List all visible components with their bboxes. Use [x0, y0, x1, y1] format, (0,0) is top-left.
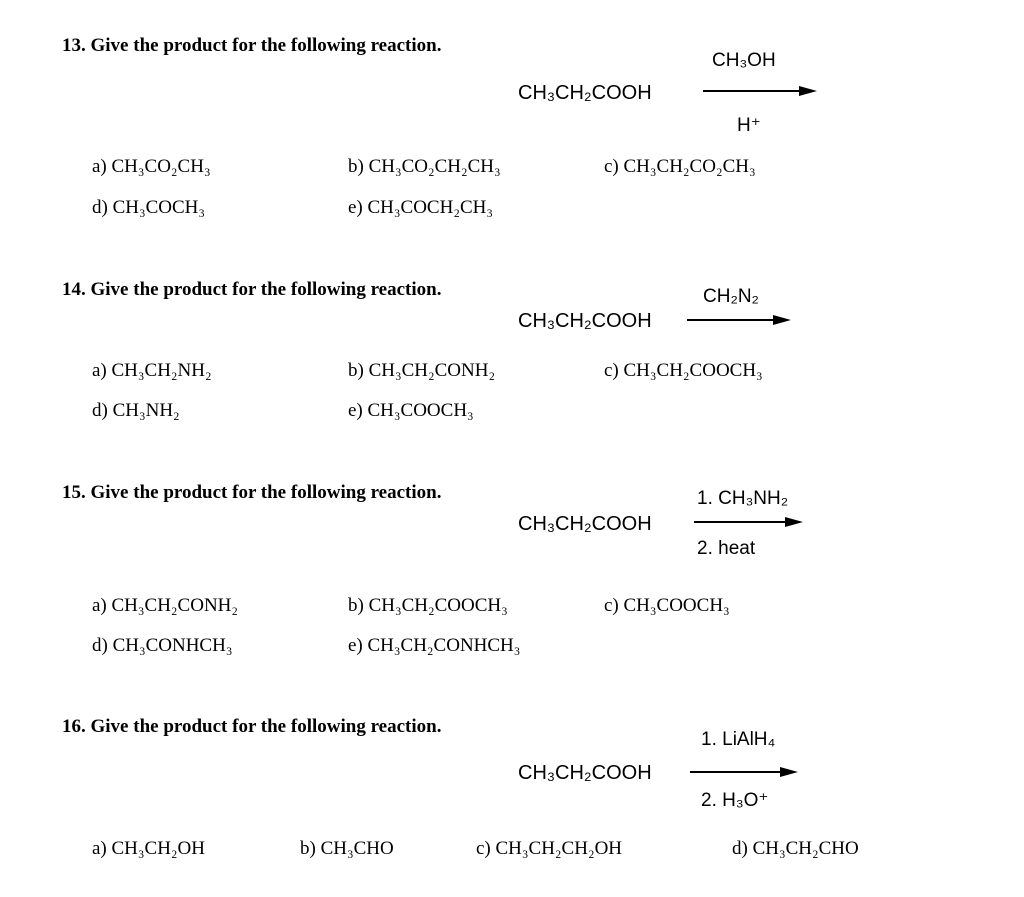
- q15-reactant: CH₃CH₂COOH: [518, 513, 652, 535]
- q13-option-d[interactable]: d) CH₃COCH₃: [92, 197, 206, 218]
- q14-option-c[interactable]: c) CH₃CH₂COOCH₃: [604, 360, 763, 381]
- q14-reaction-arrow: [687, 315, 791, 325]
- question-13-title: 13. Give the product for the following reaction.: [62, 35, 442, 56]
- q14-reactant: CH₃CH₂COOH: [518, 310, 652, 332]
- q13-reagent-bottom: H⁺: [737, 115, 761, 136]
- question-16-title: 16. Give the product for the following reaction.: [62, 716, 442, 737]
- q15-option-a[interactable]: a) CH₃CH₂CONH₂: [92, 595, 239, 616]
- q16-option-d[interactable]: d) CH₃CH₂CHO: [732, 838, 859, 859]
- q15-reagent-bottom: 2. heat: [697, 538, 756, 559]
- q14-reagent-top: CH₂N₂: [703, 286, 759, 307]
- q15-option-e[interactable]: e) CH₃CH₂CONHCH₃: [348, 635, 521, 656]
- q15-reagent-top: 1. CH₃NH₂: [697, 488, 789, 509]
- q16-option-a[interactable]: a) CH₃CH₂OH: [92, 838, 205, 859]
- q16-option-c[interactable]: c) CH₃CH₂CH₂OH: [476, 838, 623, 859]
- q15-option-b[interactable]: b) CH₃CH₂COOCH₃: [348, 595, 508, 616]
- q14-option-d[interactable]: d) CH₃NH₂: [92, 400, 180, 421]
- q16-reagent-top: 1. LiAlH₄: [701, 729, 776, 750]
- q14-option-b[interactable]: b) CH₃CH₂CONH₂: [348, 360, 496, 381]
- q16-reactant: CH₃CH₂COOH: [518, 762, 652, 784]
- q13-reagent-top: CH₃OH: [712, 50, 776, 71]
- question-15-title: 15. Give the product for the following reaction.: [62, 482, 442, 503]
- q16-option-b[interactable]: b) CH₃CHO: [300, 838, 394, 859]
- q15-option-d[interactable]: d) CH₃CONHCH₃: [92, 635, 233, 656]
- q15-option-c[interactable]: c) CH₃COOCH₃: [604, 595, 730, 616]
- q15-reaction-arrow: [694, 517, 803, 527]
- q13-reaction-arrow: [703, 86, 817, 96]
- q13-reactant: CH₃CH₂COOH: [518, 82, 652, 104]
- q13-option-b[interactable]: b) CH₃CO₂CH₂CH₃: [348, 156, 501, 177]
- q14-option-a[interactable]: a) CH₃CH₂NH₂: [92, 360, 212, 381]
- q16-reaction-arrow: [690, 767, 798, 777]
- q16-reagent-bottom: 2. H₃O⁺: [701, 790, 769, 811]
- q13-option-e[interactable]: e) CH₃COCH₂CH₃: [348, 197, 493, 218]
- q14-option-e[interactable]: e) CH₃COOCH₃: [348, 400, 474, 421]
- q13-option-a[interactable]: a) CH₃CO₂CH₃: [92, 156, 211, 177]
- q13-option-c[interactable]: c) CH₃CH₂CO₂CH₃: [604, 156, 756, 177]
- question-14-title: 14. Give the product for the following reaction.: [62, 279, 442, 300]
